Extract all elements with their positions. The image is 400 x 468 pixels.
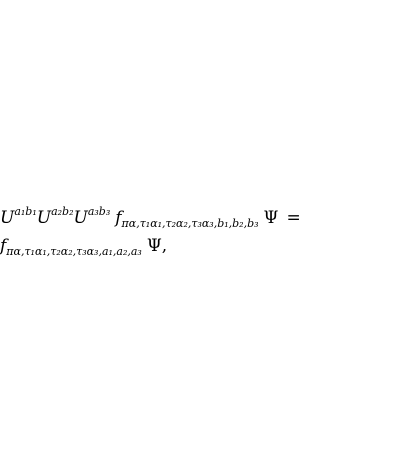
operator-u3 [73,205,111,228]
operator-u2 [36,205,74,228]
function-f-1 [115,208,258,228]
operator-u1-sup: a₁b₁ [14,205,37,218]
equation-line-1 [0,205,301,230]
function-f-2-sub: πα,τ₁α₁,τ₂α₂,τ₃α₃,a₁,a₂,a₃ [6,245,142,258]
operator-u2-base: U [36,208,52,228]
psi-symbol-1: Ψ [263,208,279,228]
operator-u2-sup: a₂b₂ [51,205,74,218]
operator-u1-base: U [0,208,15,228]
operator-u3-sup: a₃b₃ [87,205,111,218]
function-f-1-sub: πα,τ₁α₁,τ₂α₂,τ₃α₃,b₁,b₂,b₃ [121,217,259,230]
trailing-comma: , [161,236,168,256]
operator-u3-base: U [73,208,88,228]
function-f-2-base: f [0,236,7,256]
operator-u1 [0,205,37,228]
psi-symbol-2: Ψ [146,236,162,256]
function-f-1-base: f [115,208,122,228]
function-f-2 [0,236,142,256]
equals-sign: = [286,208,301,228]
equation-line-2 [0,236,168,258]
